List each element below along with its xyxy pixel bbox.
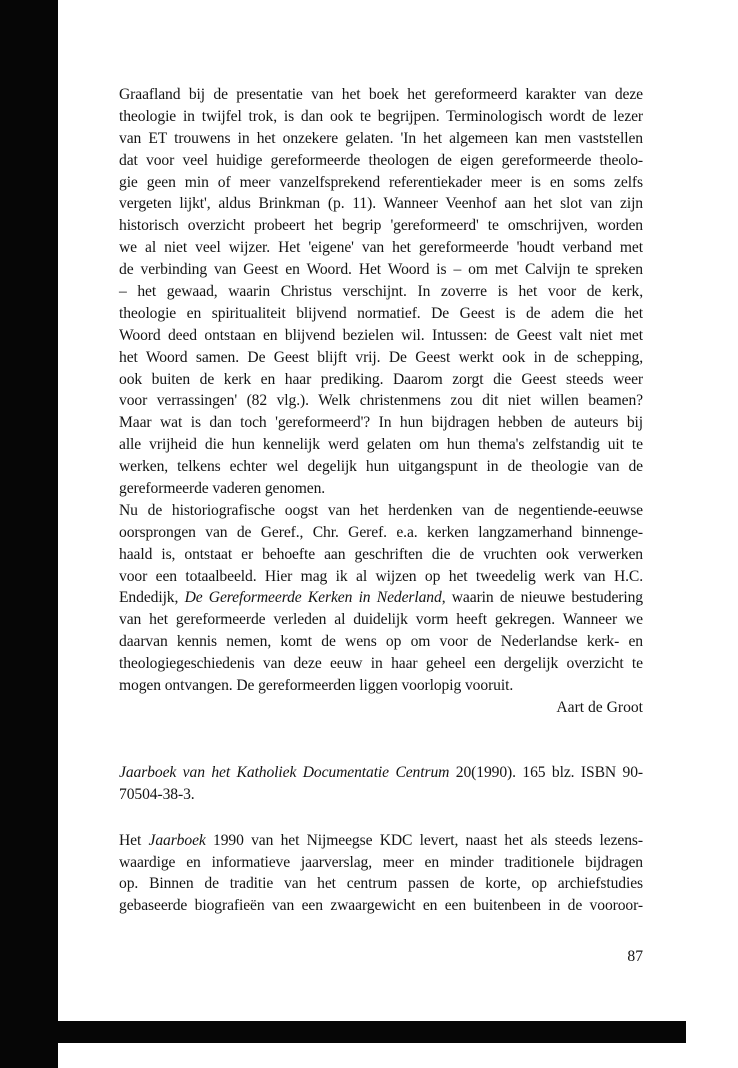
citation-details: 20(1990). 165 blz. ISBN 90- — [449, 763, 643, 781]
endedijk-prefix: Endedijk, — [119, 589, 185, 607]
page-number: 87 — [627, 948, 643, 965]
text-line: werken, telkens echter wel degelijk hun uitgangspunt in de theologie van de — [119, 458, 643, 476]
text-line: – het gewaad, waarin Christus verschijnt. In zoverre is het voor de kerk, — [119, 283, 643, 301]
text-line: het Woord samen. De Geest blijft vrij. De Geest werkt ook in de schepping, — [119, 348, 643, 366]
review-2-citation — [119, 762, 643, 806]
text-line-endedijk — [119, 587, 643, 609]
text-line: alle vrijheid die hun kennelijk werd gelaten om hun thema's zelfstandig uit te — [119, 436, 643, 454]
text-line: ook buiten de kerk en haar prediking. Daarom zorgt die Geest steeds weer — [119, 370, 643, 388]
text-line: waardige en informatieve jaarverslag, meer en minder traditionele bijdragen — [119, 853, 643, 871]
text-line: de verbinding van Geest en Woord. Het Woord is – om met Calvijn te spreken — [119, 261, 643, 279]
endedijk-suffix: , waarin de nieuwe bestudering — [441, 589, 643, 607]
text-line: van het gereformeerde verleden al duidelijk vorm heeft gekregen. Wanneer we — [119, 611, 643, 629]
scan-bottom-border — [58, 1021, 686, 1043]
text-line: theologie en spiritualiteit blijvend normatief. De Geest is de adem die het — [119, 304, 643, 322]
section-gap — [119, 719, 643, 762]
citation-line — [119, 762, 643, 784]
text-line: voor verrassingen' (82 vlg.). Welk christenmens zou dit niet willen beamen? — [119, 392, 643, 410]
text-line: gereformeerde vaderen genomen. — [119, 480, 326, 498]
text-line: we al niet veel wijzer. Het 'eigene' van het gereformeerde 'houdt verband met — [119, 239, 643, 257]
text-line: vergeten lijkt', aldus Brinkman (p. 11). Wanneer Veenhof aan het slot van zijn — [119, 195, 643, 213]
text-line — [119, 830, 643, 852]
review-2-body — [119, 830, 643, 918]
text-line: voor een totaalbeeld. Hier mag ik al wijzen op het tweedelig werk van H.C. — [119, 567, 643, 585]
text-line: Woord deed ontstaan en blijvend bezielen wil. Intussen: de Geest valt niet met — [119, 326, 643, 344]
review-1-body — [119, 84, 643, 719]
text-line: mogen ontvangen. De gereformeerden liggen voorlopig vooruit. — [119, 677, 514, 695]
section-gap — [119, 806, 643, 830]
text-line: Maar wat is dan toch 'gereformeerd'? In hun bijdragen hebben de auteurs bij — [119, 414, 643, 432]
text-line: oorsprongen van de Geref., Chr. Geref. e.a. kerken langzamerhand binnenge- — [119, 523, 643, 541]
page-text — [119, 84, 643, 917]
text-line: Nu de historiografische oogst van het herdenken van de negentiende-eeuwse — [119, 501, 643, 519]
citation-line: 70504-38-3. — [119, 785, 195, 803]
text-line: op. Binnen de traditie van het centrum passen de korte, op archiefstudies — [119, 875, 643, 893]
text-line: historisch overzicht probeert het begrip 'gereformeerd' te omschrijven, worden — [119, 217, 643, 235]
journal-title-italic: Jaarboek van het Katholiek Documentatie Centrum — [119, 763, 450, 781]
text-line: theologiegeschiedenis van deze eeuw in haar geheel een dergelijk overzicht te — [119, 655, 643, 673]
text-line: theologie in twijfel trok, is dan ook te begrijpen. Terminologisch wordt de lezer — [119, 107, 643, 125]
text-line: van ET trouwens in het onzekere gelaten. 'In het algemeen kan men vaststellen — [119, 129, 643, 147]
body-prefix: Het — [119, 831, 149, 849]
body-first-rest: 1990 van het Nijmeegse KDC levert, naast het als steeds lezens- — [205, 831, 643, 849]
text-line: haald is, ontstaat er behoefte aan geschriften die de vruchten ook verwerken — [119, 545, 643, 563]
text-line: gebaseerde biografieën van een zwaargewicht en een buitenbeen in de vooroor- — [119, 897, 643, 915]
reviewer-signature: Aart de Groot — [556, 698, 643, 716]
jaarboek-italic: Jaarboek — [148, 831, 206, 849]
text-line: dat voor veel huidige gereformeerde theologen de eigen gereformeerde theolo- — [119, 151, 643, 169]
scan-left-border — [0, 0, 58, 1068]
text-line: Graafland bij de presentatie van het boek het gereformeerd karakter van deze — [119, 86, 643, 103]
text-line: daarvan kennis nemen, komt de wens op om voor de Nederlandse kerk- en — [119, 633, 643, 651]
book-title-italic: De Gereformeerde Kerken in Nederland — [184, 589, 442, 607]
text-line: gie geen min of meer vanzelfsprekend referentiekader meer is en soms zelfs — [119, 173, 643, 191]
